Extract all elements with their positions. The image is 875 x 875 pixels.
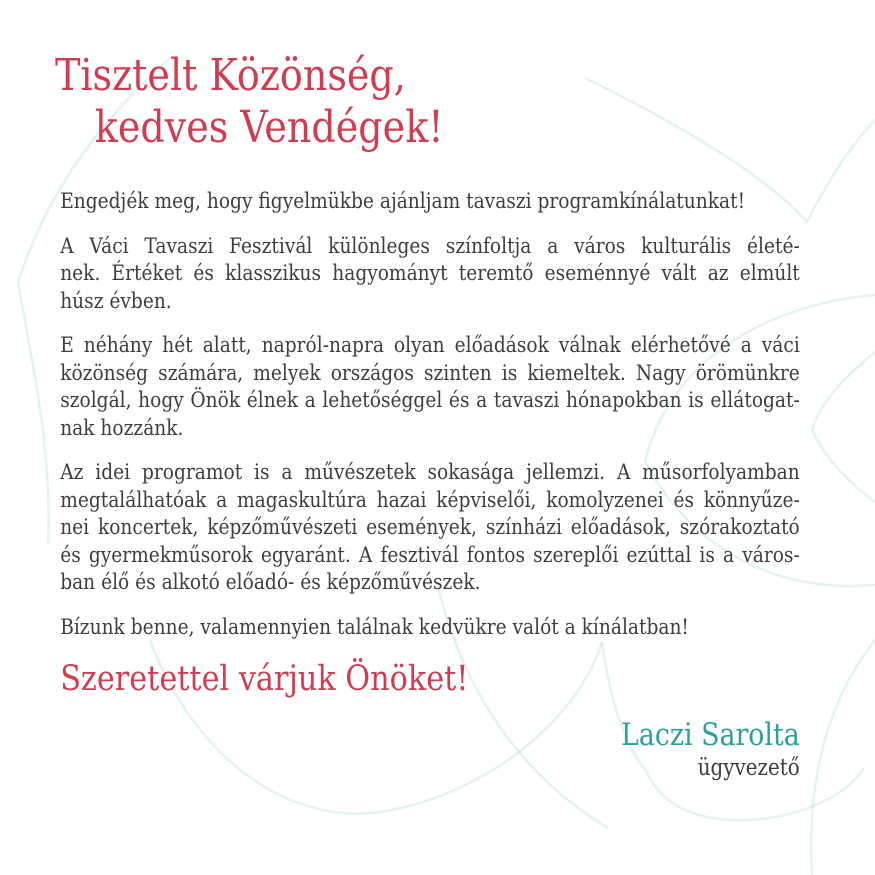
paragraph-line: nak hozzánk.: [60, 415, 184, 441]
paragraph-line: nek. Értéket és klasszikus hagyományt teremtő eseménnyé vált az elmúlt: [60, 261, 800, 286]
paragraph-line: közönség számára, melyek országos szinten is kiemeltek. Nagy örömünkre: [60, 360, 800, 386]
signature-title: ügyvezető: [697, 755, 800, 781]
paragraph-line: megtalálhatóak a magaskultúra hazai képviselői, komolyzenei és könnyűze-: [60, 487, 800, 513]
paragraph-line: ban élő és alkotó előadó- és képzőművészek.: [60, 570, 481, 595]
paragraph-line: szolgál, hogy Önök élnek a lehetőséggel és a tavaszi hónapokban is ellátogat-: [60, 388, 800, 413]
paragraph: [60, 459, 800, 597]
letter-content: [55, 0, 800, 782]
greeting-line-2: kedves Vendégek!: [94, 102, 444, 153]
greeting-heading: [55, 0, 800, 154]
signature-name: Laczi Sarolta: [621, 717, 800, 753]
paragraph: [60, 614, 800, 642]
watermark-petal-bottom-right-edge: [811, 640, 875, 875]
paragraph: [60, 233, 800, 316]
paragraph-line: Engedjék meg, hogy figyelmükbe ajánljam tavaszi programkínálatunkat!: [60, 189, 746, 214]
paragraph-line: és gyermekműsorok egyaránt. A fesztivál fontos szereplői ezúttal is a város-: [60, 542, 800, 568]
greeting-line-1: Tisztelt Közönség,: [55, 50, 406, 101]
signature-block: [55, 716, 800, 782]
paragraph: [60, 332, 800, 442]
paragraph-line: E néhány hét alatt, napról-napra olyan előadások válnak elérhetővé a váci: [60, 333, 800, 358]
paragraph-line: Bízunk benne, valamennyien találnak kedvükre valót a kínálatban!: [60, 614, 689, 640]
paragraph-line: nei koncertek, képzőművészeti események, színházi előadások, szórakoztató: [60, 515, 800, 540]
letter-body: [60, 188, 800, 641]
closing-heading: Szeretettel várjuk Önöket!: [60, 659, 469, 699]
paragraph: [60, 188, 800, 216]
watermark-bracket-right: [812, 352, 875, 502]
paragraph-line: húsz évben.: [60, 288, 172, 314]
watermark-arc-left: [18, 282, 49, 545]
paragraph-line: Az idei programot is a művészetek sokasága jellemzi. A műsorfolyamban: [60, 460, 800, 485]
paragraph-line: A Váci Tavaszi Fesztivál különleges színfoltja a város kulturális életé-: [60, 233, 800, 259]
